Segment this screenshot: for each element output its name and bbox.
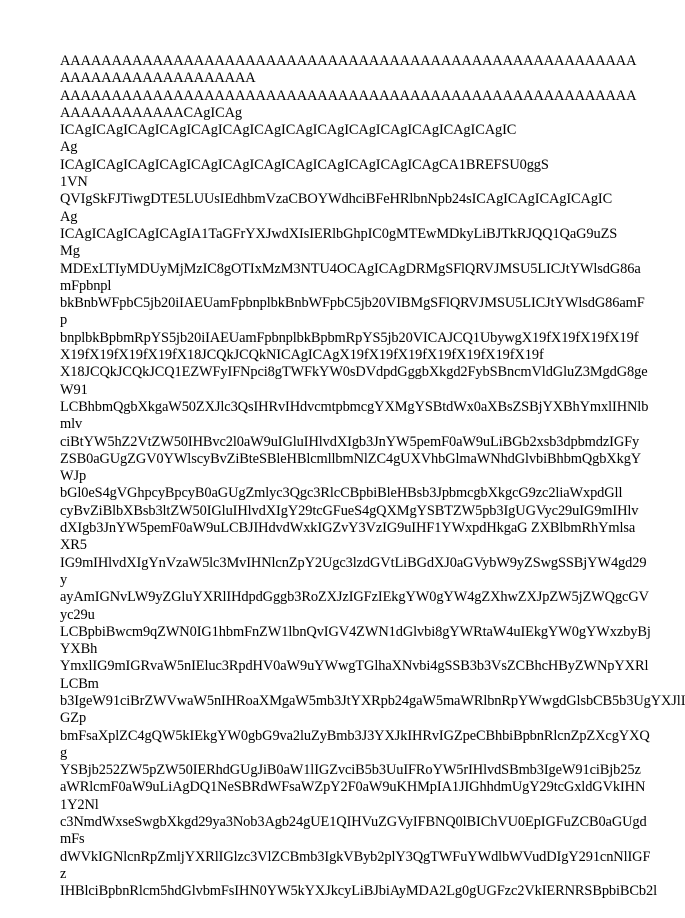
text-line: W91 <box>60 381 88 398</box>
text-line: aWRlcmF0aW9uLiAgDQ1NeSBRdWFsaWZpY2F0aW9uKHMpIA1JIGhhdmUgY29tcGxldGVkIHN <box>60 779 646 796</box>
text-line: QVIgSkFJTiwgDTE5LUUsIEdhbmVzaCBOYWdhciBFeHRlbnNpb24sICAgICAgICAgICAgIC <box>60 191 613 208</box>
text-line: XR5 <box>60 537 87 554</box>
text-line: WJp <box>60 468 87 485</box>
text-line: mFpbnpl <box>60 277 112 294</box>
text-line: c3NmdWxseSwgbXkgd29ya3Nob3Agb24gUE1QIHVuZGVyIFBNQ0lBIChVU0EpIGFuZCB0aGUgd <box>60 814 647 831</box>
text-line: z <box>60 865 67 882</box>
encoded-text-block <box>60 53 685 918</box>
text-line: bmFsaXplZC4gQW5kIEkgYW0gbG9va2luZyBmb3J3YXJkIHRvIGZpeCBhbiBpbnRlcnZpZXcgYXQ <box>60 727 650 744</box>
text-line: ZSB0aGUgZGV0YWlscyBvZiBteSBleHBlcmllbmNlZC4gUXVhbGlmaWNhdGlvbiBhbmQgbXkgY <box>60 450 642 467</box>
text-line: mlv <box>60 416 83 433</box>
text-line: p <box>60 312 68 329</box>
text-line: AAAAAAAAAAAAAAAAAAAAAAAAAAAAAAAAAAAAAAAAAAAAAAAAAAAAAAAA <box>60 87 637 104</box>
text-line: Ag <box>60 208 78 225</box>
text-line: y <box>60 571 68 588</box>
text-line: ICAgICAgICAgICAgICAgICAgICAgICAgICAgICAgICAgICAgCA1BREFSU0ggS <box>60 156 549 173</box>
text-line: g <box>60 744 68 761</box>
text-line: b3IgeW91ciBrZWVwaW5nIHRoaXMgaW5mb3JtYXRpb24gaW5maWRlbnRpYWwgdGlsbCB5b3UgYXJlI <box>60 692 685 709</box>
text-line: yc29u <box>60 606 95 623</box>
text-line: ciBtYW5hZ2VtZW50IHBvc2l0aW9uIGluIHlvdXIgb3JnYW5pemF0aW9uLiBGb2xsb3dpbmdzIGFy <box>60 433 640 450</box>
text-line: MDExLTIyMDUyMjMzIC8gOTIxMzM3NTU4OCAgICAgDRMgSFlQRVJMSU5LICJtYWlsdG86a <box>60 260 641 277</box>
text-line: AAAAAAAAAAAAAAAAAAA <box>60 70 256 87</box>
text-line: cyBvZiBlbXBsb3ltZW50IGluIHlvdXIgY29tcGFueS4gQXMgYSBTZW5pb3IgUGVyc29uIG9mIHlv <box>60 502 639 519</box>
text-line: YSBjb252ZW5pZW50IERhdGUgJiB0aW1lIGZvciB5b3UuIFRoYW5rIHlvdSBmb3IgeW91ciBjb25z <box>60 762 641 779</box>
text-line: X18JCQkJCQkJCQ1EZWFyIFNpci8gTWFkYW0sDVdpdGggbXkgd2FybSBncmVldGluZ3MgdG8ge <box>60 364 648 381</box>
text-line: Mg <box>60 243 80 260</box>
text-line: ayAmIGNvLW9yZGluYXRlIHdpdGggb3RoZXJzIGFzIEkgYW0gYW4gZXhwZXJpZW5jZWQgcGV <box>60 589 649 606</box>
text-line: mFs <box>60 831 85 848</box>
text-line: YmxlIG9mIGRvaW5nIEluc3RpdHV0aW9uYWwgTGlhaXNvbi4gSSB3b3VsZCBhcHByZWNpYXRl <box>60 658 649 675</box>
text-line: GZp <box>60 710 87 727</box>
text-line: 1VN <box>60 174 88 191</box>
text-line: LCBpbiBwcm9qZWN0IG1hbmFnZW1lbnQvIGV4ZWN1dGlvbi8gYWRtaW4uIEkgYW0gYWxzbyBj <box>60 623 651 640</box>
text-line: bGl0eS4gVGhpcyBpcyB0aGUgZmlyc3Qgc3RlcCBpbiBleHBsb3JpbmcgbXkgcG9zc2liaWxpdGll <box>60 485 623 502</box>
text-line: ICAgICAgICAgICAgIA1TaGFrYXJwdXIsIERlbGhpIC0gMTEwMDkyLiBJTkRJQQ1QaG9uZS <box>60 225 618 242</box>
text-line: IG9mIHlvdXIgYnVzaW5lc3MvIHNlcnZpY2Ugc3lzdGVtLiBGdXJ0aGVybW9yZSwgSSBjYW4gd29 <box>60 554 647 571</box>
text-line: ICAgICAgICAgICAgICAgICAgICAgICAgICAgICAgICAgICAgICAgICAgIC <box>60 122 517 139</box>
text-line: Ag <box>60 139 78 156</box>
text-line: AAAAAAAAAAAAAAAAAAAAAAAAAAAAAAAAAAAAAAAAAAAAAAAAAAAAAAAA <box>60 53 637 69</box>
text-line: 1Y2Nl <box>60 796 99 813</box>
text-line: IHBlciBpbnRlcm5hdGlvbmFsIHN0YW5kYXJkcyLiBJbiAyMDA2Lg0gUGFzc2VkIERNRSBpbiBCb2l <box>60 883 657 900</box>
text-line: AAAAAAAAAAAACAgICAg <box>60 104 242 121</box>
text-line: dXIgb3JnYW5pemF0aW9uLCBJIHdvdWxkIGZvY3VzIG9uIHF1YWxpdHkgaG ZXBlbmRhYmlsa <box>60 520 636 537</box>
text-line: YXBh <box>60 641 98 658</box>
text-line: X19fX19fX19fX19fX18JCQkJCQkNICAgICAgX19fX19fX19fX19fX19fX19fX19f <box>60 347 544 364</box>
text-line: LCBhbmQgbXkgaW50ZXJlc3QsIHRvIHdvcmtpbmcgYXMgYSBtdWx0aXBsZSBjYXBhYmxlIHNlb <box>60 398 649 415</box>
text-line <box>60 901 580 918</box>
text-line: bkBnbWFpbC5jb20iIAEUamFpbnplbkBnbWFpbC5jb20VIBMgSFlQRVJMSU5LICJtYWlsdG86amF <box>60 295 645 312</box>
text-line: LCBm <box>60 675 99 692</box>
text-line: bnplbkBpbmRpYS5jb20iIAEUamFpbnplbkBpbmRpYS5jb20VICAJCQ1UbywgX19fX19fX19fX19f <box>60 329 639 346</box>
text-line: dWVkIGNlcnRpZmljYXRlIGlzc3VlZCBmb3IgkVByb2plY3QgTWFuYWdlbWVudDIgY291cnNlIGF <box>60 848 651 865</box>
